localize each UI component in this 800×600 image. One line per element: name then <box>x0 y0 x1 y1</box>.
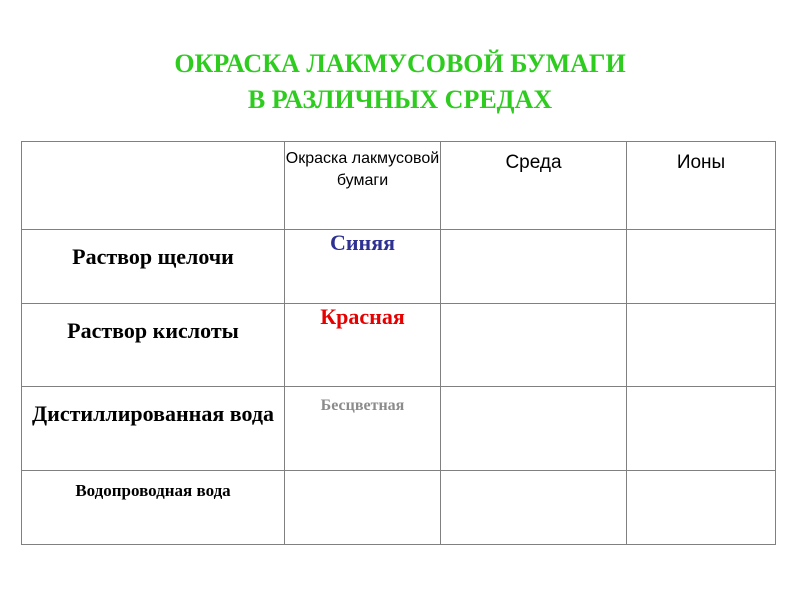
ions-cell <box>627 230 776 304</box>
header-litmus-color-label: Окраска лакмусовой бумаги <box>285 150 440 189</box>
medium-cell <box>441 471 627 545</box>
title-line-1: ОКРАСКА ЛАКМУСОВОЙ БУМАГИ <box>174 49 626 78</box>
header-empty-cell <box>22 142 285 230</box>
litmus-color-value: Синяя <box>285 230 441 304</box>
page-title <box>0 46 800 118</box>
medium-cell <box>441 387 627 471</box>
table-row <box>22 471 776 545</box>
table-row <box>22 230 776 304</box>
row-label: Раствор щелочи <box>22 230 285 304</box>
litmus-color-value <box>285 471 441 545</box>
title-line-2: В РАЗЛИЧНЫХ СРЕДАХ <box>247 85 553 114</box>
row-label: Раствор кислоты <box>22 304 285 387</box>
header-ions <box>627 142 776 230</box>
ions-cell <box>627 304 776 387</box>
header-ions-label: Ионы <box>676 152 726 173</box>
table-header-row <box>22 142 776 230</box>
table-row <box>22 304 776 387</box>
litmus-table <box>21 141 776 545</box>
row-label: Дистиллированная вода <box>22 387 285 471</box>
row-label: Водопроводная вода <box>22 471 285 545</box>
table-row <box>22 387 776 471</box>
medium-cell <box>441 304 627 387</box>
header-medium <box>441 142 627 230</box>
litmus-color-value: Красная <box>285 304 441 387</box>
litmus-color-value: Бесцветная <box>285 387 441 471</box>
header-medium-label: Среда <box>505 152 562 173</box>
header-litmus-color <box>285 142 441 230</box>
ions-cell <box>627 471 776 545</box>
medium-cell <box>441 230 627 304</box>
ions-cell <box>627 387 776 471</box>
